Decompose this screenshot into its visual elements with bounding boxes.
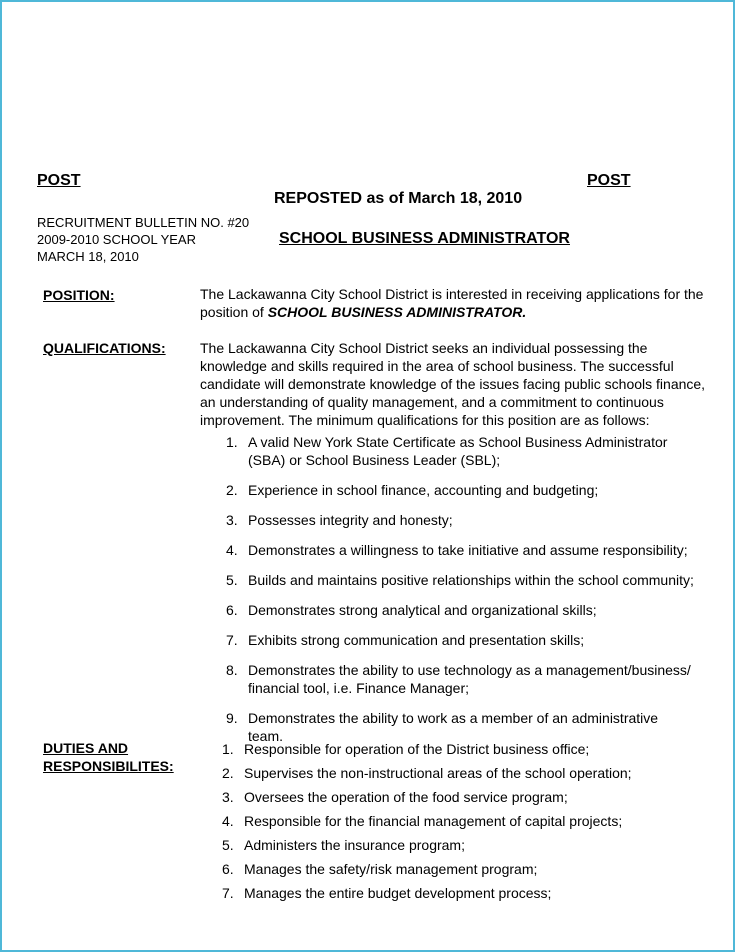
list-item: 6. Demonstrates strong analytical and organizational skills;	[226, 602, 597, 618]
duties-heading-line1: DUTIES AND	[43, 740, 129, 756]
list-item: 1. A valid New York State Certificate as School Business Administrator (SBA) or School Business Leader (SBL);	[226, 434, 668, 468]
duties-list	[222, 740, 702, 908]
post-label-left: POST	[37, 172, 81, 189]
list-item: 2. Experience in school finance, accounting and budgeting;	[226, 482, 599, 498]
duties-heading-line2: RESPONSIBILITES:	[43, 758, 174, 774]
qualifications-list	[226, 433, 696, 757]
list-item: 5. Administers the insurance program;	[222, 837, 465, 853]
list-item: 1. Responsible for operation of the District business office;	[222, 741, 590, 757]
list-item: 8. Demonstrates the ability to use technology as a management/business/ financial tool, i.e. Finance Manager;	[226, 662, 691, 696]
post-label-right: POST	[587, 172, 631, 189]
position-text: The Lackawanna City School District is interested in receiving applications for the position of	[200, 286, 704, 320]
position-title-emphasis: SCHOOL BUSINESS ADMINISTRATOR.	[267, 304, 527, 320]
bulletin-date: MARCH 18, 2010	[37, 249, 139, 264]
list-item: 7. Exhibits strong communication and presentation skills;	[226, 632, 585, 648]
list-item: 4. Demonstrates a willingness to take initiative and assume responsibility;	[226, 542, 688, 558]
reposted-notice: REPOSTED as of March 18, 2010	[274, 190, 523, 207]
list-item: 3. Possesses integrity and honesty;	[226, 512, 453, 528]
bulletin-number: RECRUITMENT BULLETIN NO. #20	[37, 215, 250, 230]
list-item: 9. Demonstrates the ability to work as a member of an administrative team.	[226, 710, 659, 744]
list-item: 5. Builds and maintains positive relationships within the school community;	[226, 572, 694, 588]
list-item: 6. Manages the safety/risk management program;	[222, 861, 538, 877]
qualifications-heading: QUALIFICATIONS:	[43, 340, 166, 356]
list-item: 7. Manages the entire budget development process;	[222, 885, 552, 901]
list-item: 3. Oversees the operation of the food service program;	[222, 789, 568, 805]
qualifications-intro: The Lackawanna City School District seeks an individual possessing the knowledge and skills required in the area of school business. The successful candidate will demonstrate knowledge of the issues facing public schools finance, an understanding of quality management, and a commitment to continuous improvement. The minimum qualifications for this position are as follows:	[200, 340, 706, 428]
school-year: 2009-2010 SCHOOL YEAR	[37, 232, 196, 247]
position-title: SCHOOL BUSINESS ADMINISTRATOR	[279, 230, 570, 247]
position-heading: POSITION:	[43, 287, 115, 303]
list-item: 2. Supervises the non-instructional areas of the school operation;	[222, 765, 632, 781]
list-item: 4. Responsible for the financial management of capital projects;	[222, 813, 623, 829]
position-description	[200, 285, 705, 321]
